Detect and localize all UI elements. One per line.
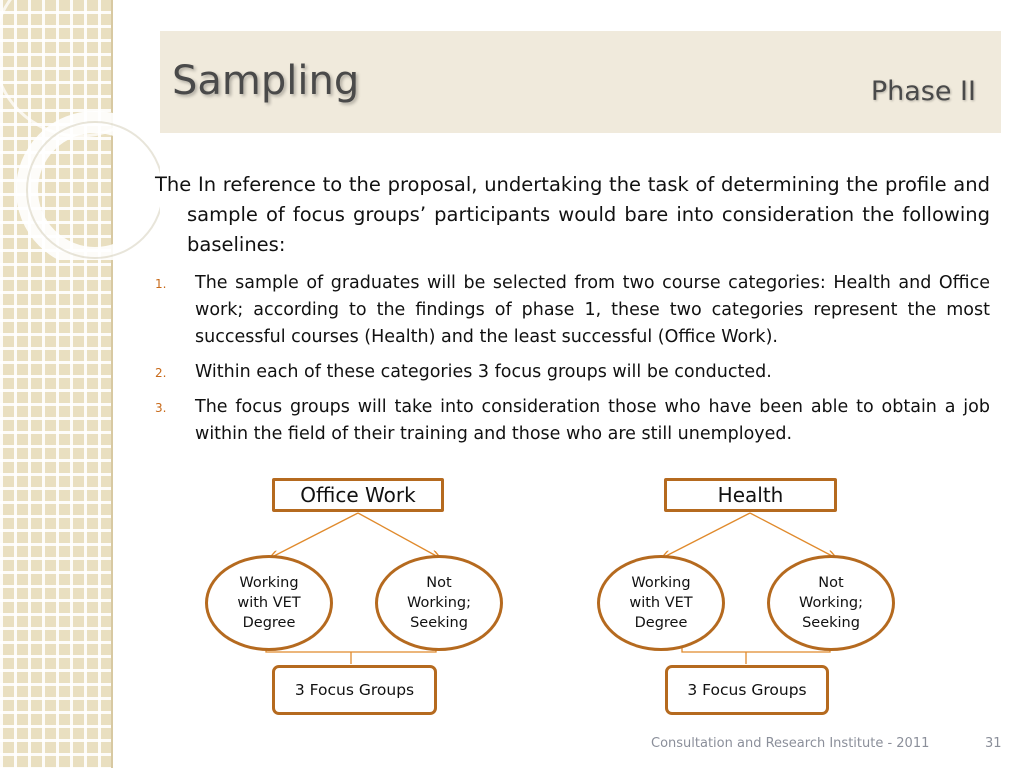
slide-content [155,170,990,456]
node-not-working-seeking: Not Working; Seeking [375,555,503,651]
list-item-text: The focus groups will take into consideration those who have been able to obtain a job within the field of their training and those who are still unemployed. [195,397,990,444]
intro-paragraph: The In reference to the proposal, undertaking the task of determining the profile and sample of focus groups’ participants would bare into consideration the following baselines: [155,173,990,256]
slide-subtitle: Phase II [870,76,976,107]
slide-title: Sampling [172,58,360,104]
result-box-focus-groups: 3 Focus Groups [272,665,437,715]
list-item [155,394,990,448]
branch-arrow-left [270,513,358,558]
result-box-focus-groups: 3 Focus Groups [665,665,829,715]
node-not-working-seeking: Not Working; Seeking [767,555,895,651]
list-item-text: Within each of these categories 3 focus groups will be conducted. [195,362,772,382]
list-number: 3. [155,401,167,415]
category-box-health: Health [664,478,837,512]
node-working-with-degree: Working with VET Degree [205,555,333,651]
branch-arrow-right [358,513,440,558]
list-number: 2. [155,366,167,380]
baseline-list [155,270,990,448]
footer-organization: Consultation and Research Institute - 2011 [651,736,930,751]
branch-arrow-left [662,513,750,558]
list-item-text: The sample of graduates will be selected from two course categories: Health and Office work; according to the findings of phase 1, these two categories represent the most successful courses (Health) and the least successful (Office Work). [195,273,990,347]
list-item [155,270,990,351]
footer-page-number: 31 [985,736,1002,751]
list-number: 1. [155,277,167,291]
node-working-with-degree: Working with VET Degree [597,555,725,651]
branch-arrow-right [750,513,836,558]
list-item [155,359,990,386]
category-box-office-work: Office Work [272,478,444,512]
circle-ornament-icon [0,0,160,260]
